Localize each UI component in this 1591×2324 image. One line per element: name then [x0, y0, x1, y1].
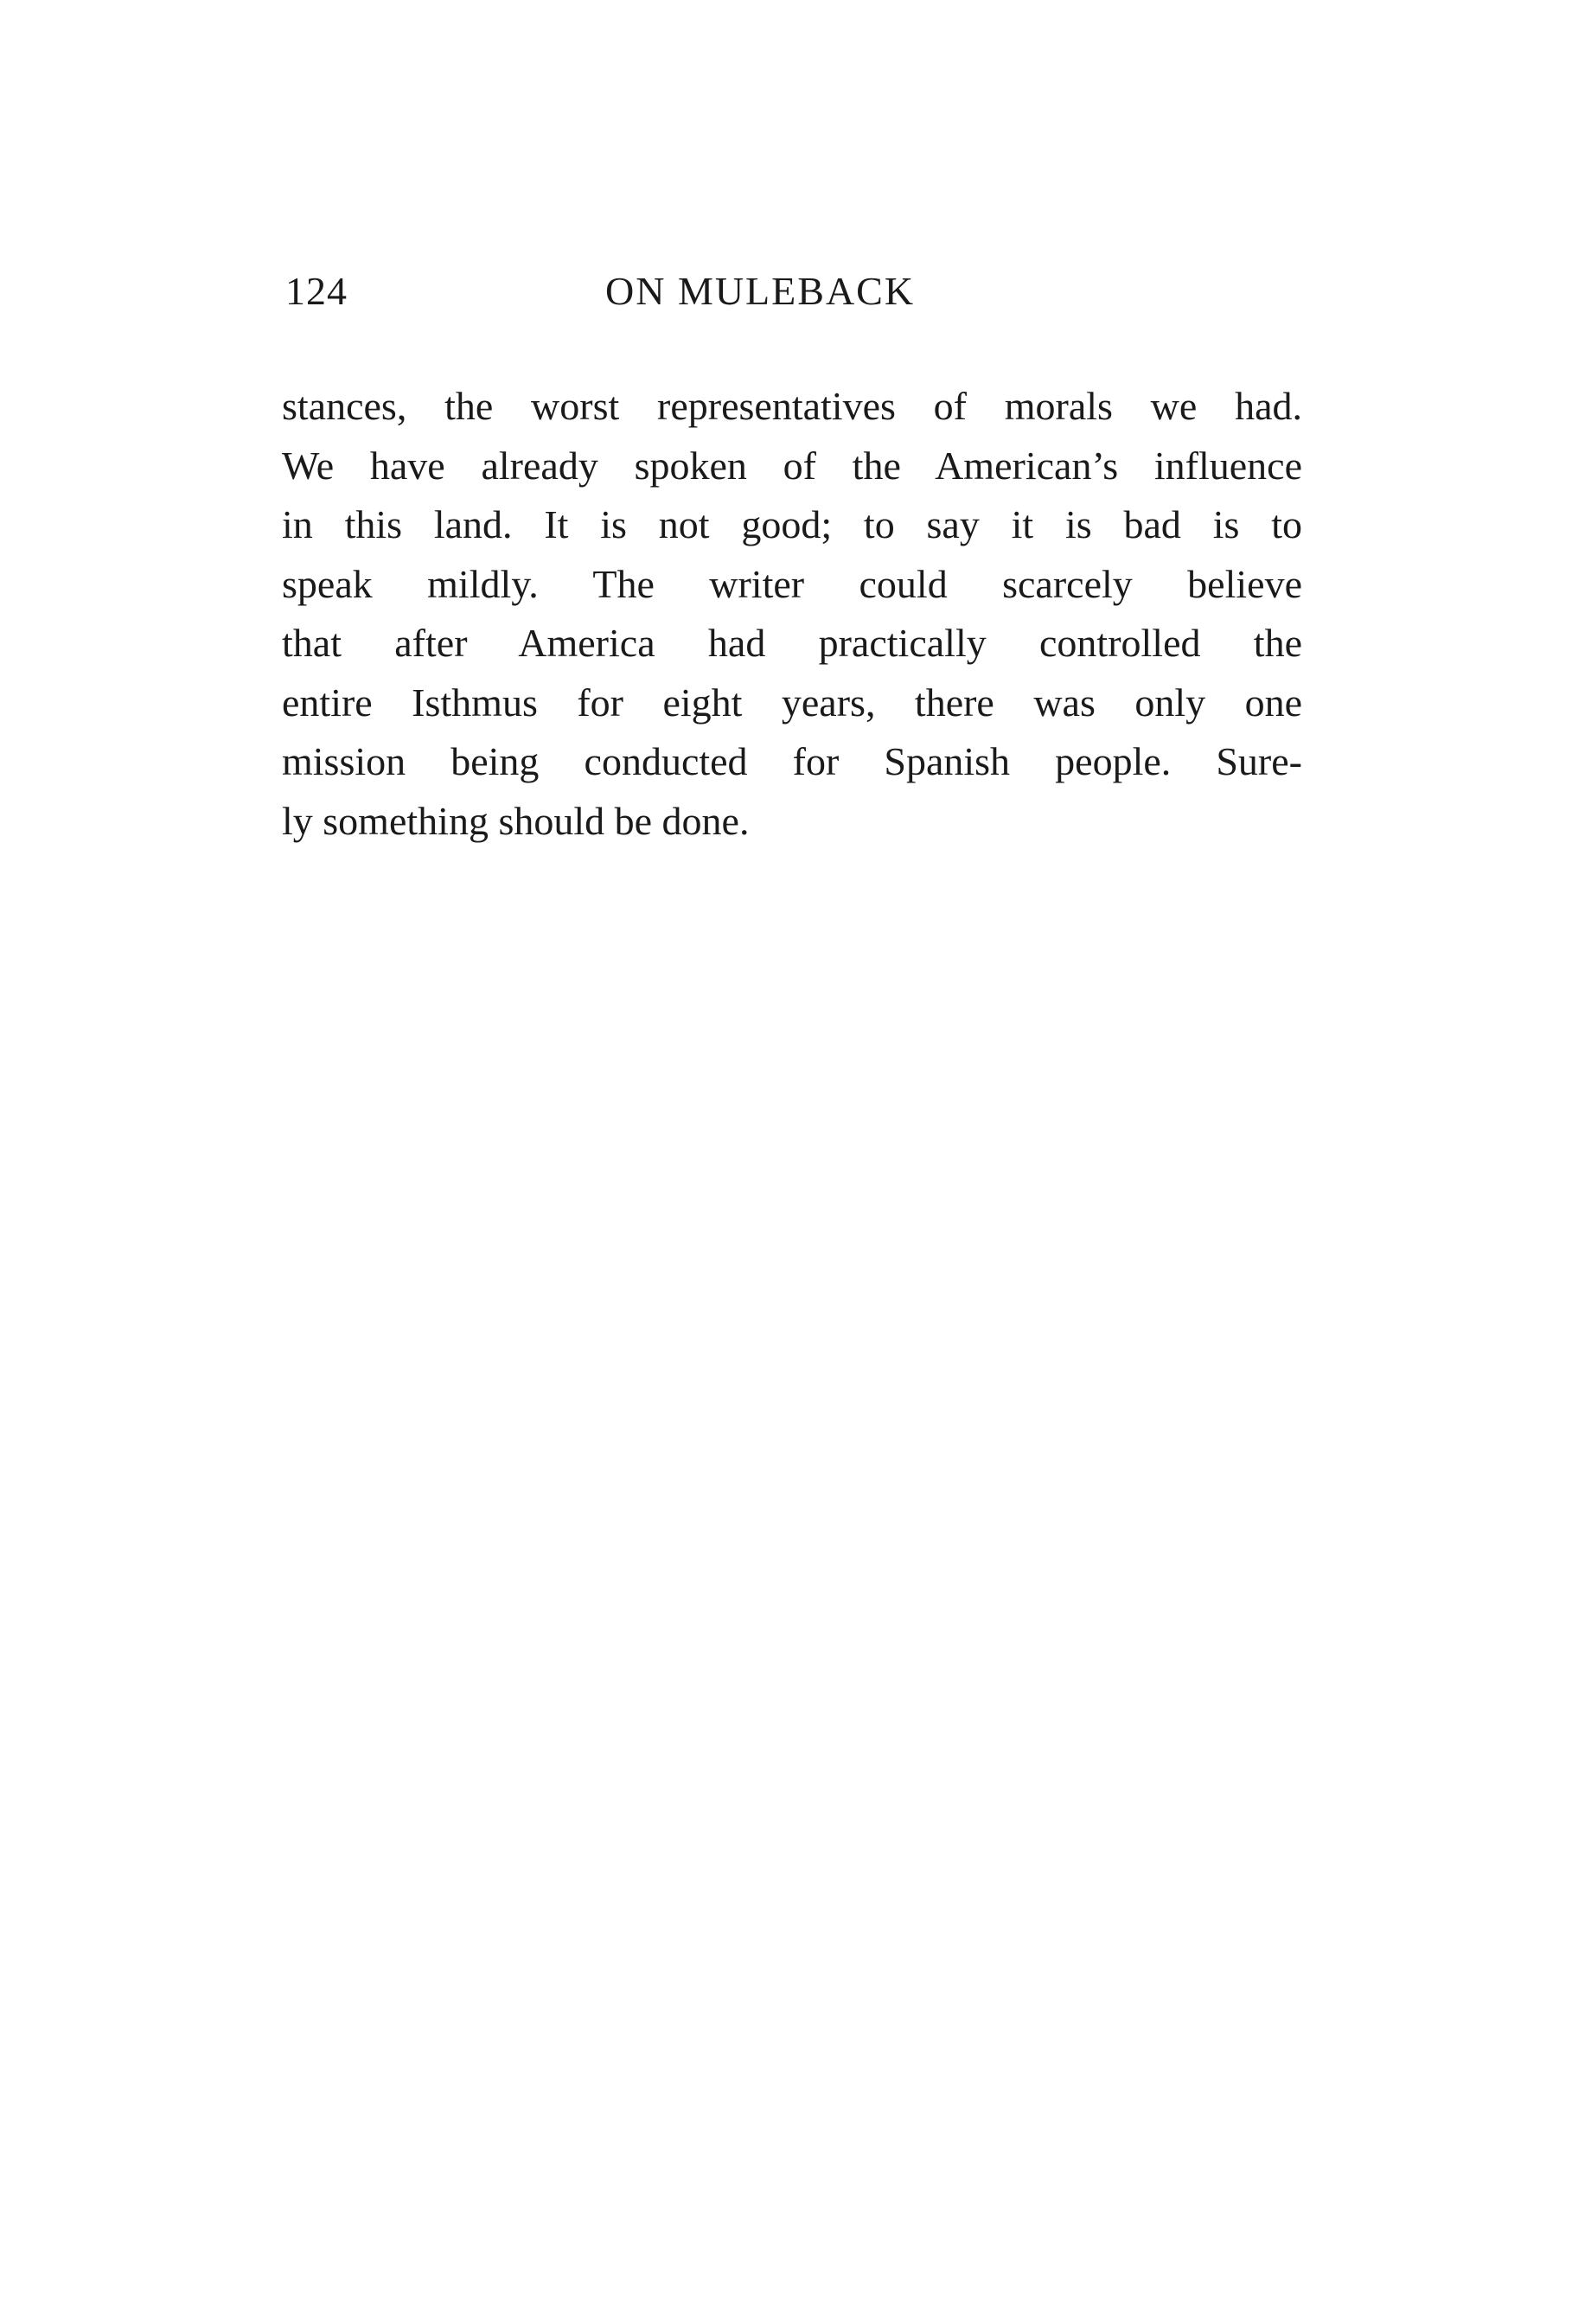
text-line: ly something should be done.: [282, 798, 750, 843]
text-line: in this land. It is not good; to say it is bad is to: [282, 502, 1302, 546]
text-line: We have already spoken of the American’s influence: [282, 443, 1302, 488]
text-line: entire Isthmus for eight years, there was only one: [282, 680, 1302, 725]
body-paragraph: [282, 377, 1302, 851]
text-line: that after America had practically controlled the: [282, 621, 1302, 665]
text-line: mission being conducted for Spanish people. Sure-: [282, 739, 1302, 783]
running-title: ON MULEBACK: [605, 269, 916, 313]
text-line: speak mildly. The writer could scarcely believe: [282, 561, 1302, 606]
text-line: stances, the worst representatives of morals we had.: [282, 384, 1302, 428]
page-number: 124: [285, 269, 348, 313]
running-head: [285, 261, 1306, 322]
